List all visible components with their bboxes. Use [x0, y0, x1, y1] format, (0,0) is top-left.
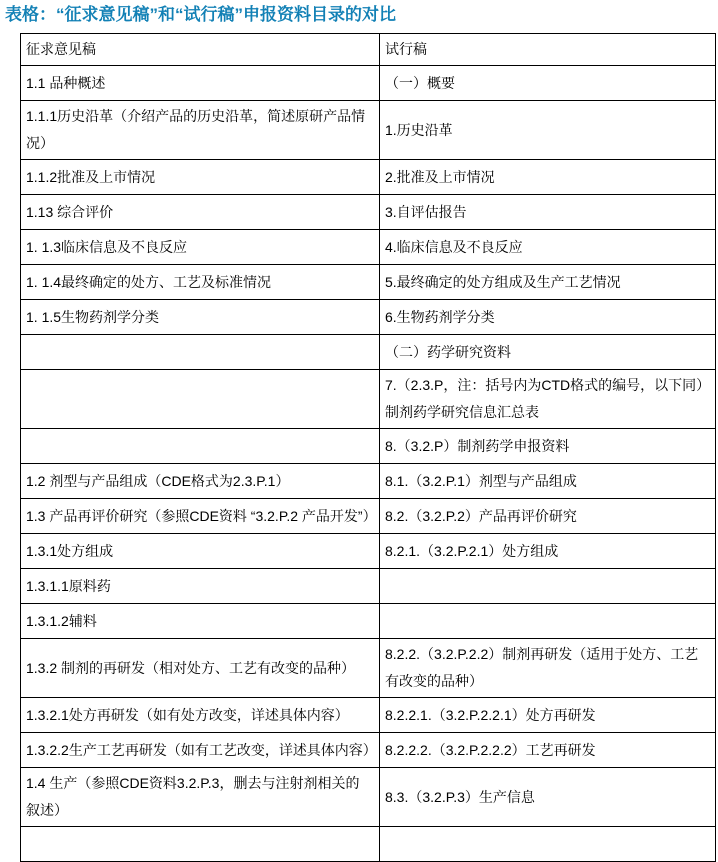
table-row — [21, 101, 716, 160]
table-cell-left: 1.3.1处方组成 — [21, 534, 380, 569]
table-cell-left — [21, 429, 380, 464]
table-cell-right: 8.2.2.2.（3.2.P.2.2.2）工艺再研发 — [380, 733, 716, 768]
table-row — [21, 569, 716, 604]
table-cell-left: 1.3.2.2生产工艺再研发（如有工艺改变，详述具体内容） — [21, 733, 380, 768]
table-cell-right — [380, 604, 716, 639]
table-row — [21, 639, 716, 698]
table-row — [21, 534, 716, 569]
table-cell-right — [380, 827, 716, 862]
table-row — [21, 698, 716, 733]
table-cell-left: 1.4 生产（参照CDE资料3.2.P.3，删去与注射剂相关的叙述） — [21, 768, 380, 827]
table-cell-left — [21, 827, 380, 862]
table-cell-right: 2.批准及上市情况 — [380, 160, 716, 195]
table-cell-right: 3.自评估报告 — [380, 195, 716, 230]
table-cell-right — [380, 569, 716, 604]
table-row — [21, 160, 716, 195]
table-cell-left: 1. 1.4最终确定的处方、工艺及标准情况 — [21, 265, 380, 300]
table-row — [21, 370, 716, 429]
table-cell-left: 1.3.1.2辅料 — [21, 604, 380, 639]
table-row — [21, 733, 716, 768]
article-page — [0, 4, 718, 862]
table-cell-left: 1. 1.5生物药剂学分类 — [21, 300, 380, 335]
table-row — [21, 335, 716, 370]
table-row — [21, 300, 716, 335]
comparison-table — [20, 33, 716, 862]
table-row — [21, 265, 716, 300]
table-cell-left: 1.13 综合评价 — [21, 195, 380, 230]
table-row — [21, 230, 716, 265]
table-cell-right: 6.生物药剂学分类 — [380, 300, 716, 335]
table-row — [21, 429, 716, 464]
table-row — [21, 195, 716, 230]
column-header-trial-draft: 试行稿 — [380, 34, 716, 66]
table-cell-right: 4.临床信息及不良反应 — [380, 230, 716, 265]
table-row — [21, 604, 716, 639]
table-cell-left: 1.1 品种概述 — [21, 66, 380, 101]
table-cell-left: 1. 1.3临床信息及不良反应 — [21, 230, 380, 265]
table-body — [21, 66, 716, 862]
table-cell-right: 8.3.（3.2.P.3）生产信息 — [380, 768, 716, 827]
table-cell-right: 8.2.2.（3.2.P.2.2）制剂再研发（适用于处方、工艺有改变的品种） — [380, 639, 716, 698]
table-cell-left: 1.2 剂型与产品组成（CDE格式为2.3.P.1） — [21, 464, 380, 499]
table-cell-right: （二）药学研究资料 — [380, 335, 716, 370]
table-cell-right: 8.1.（3.2.P.1）剂型与产品组成 — [380, 464, 716, 499]
table-cell-right: 8.（3.2.P）制剂药学申报资料 — [380, 429, 716, 464]
table-cell-left: 1.3.2.1处方再研发（如有处方改变，详述具体内容） — [21, 698, 380, 733]
table-cell-left: 1.3.2 制剂的再研发（相对处方、工艺有改变的品种） — [21, 639, 380, 698]
table-cell-right: 1.历史沿革 — [380, 101, 716, 160]
table-cell-right: （一）概要 — [380, 66, 716, 101]
table-cell-left: 1.1.1历史沿革（介绍产品的历史沿革，简述原研产品情况） — [21, 101, 380, 160]
table-cell-right: 8.2.（3.2.P.2）产品再评价研究 — [380, 499, 716, 534]
table-row — [21, 66, 716, 101]
table-cell-left: 1.1.2批准及上市情况 — [21, 160, 380, 195]
table-cell-right: 7.（2.3.P，注：括号内为CTD格式的编号，以下同）制剂药学研究信息汇总表 — [380, 370, 716, 429]
table-caption: 表格：“征求意见稿”和“试行稿”申报资料目录的对比 — [5, 5, 396, 24]
table-row — [21, 827, 716, 862]
table-cell-left: 1.3.1.1原料药 — [21, 569, 380, 604]
table-cell-left: 1.3 产品再评价研究（参照CDE资料 “3.2.P.2 产品开发”） — [21, 499, 380, 534]
table-row — [21, 499, 716, 534]
table-cell-left — [21, 335, 380, 370]
table-header-row — [21, 34, 716, 66]
table-cell-right: 8.2.1.（3.2.P.2.1）处方组成 — [380, 534, 716, 569]
table-cell-left — [21, 370, 380, 429]
table-row — [21, 464, 716, 499]
table-cell-right: 5.最终确定的处方组成及生产工艺情况 — [380, 265, 716, 300]
table-cell-right: 8.2.2.1.（3.2.P.2.2.1）处方再研发 — [380, 698, 716, 733]
column-header-draft-for-comment: 征求意见稿 — [21, 34, 380, 66]
table-row — [21, 768, 716, 827]
